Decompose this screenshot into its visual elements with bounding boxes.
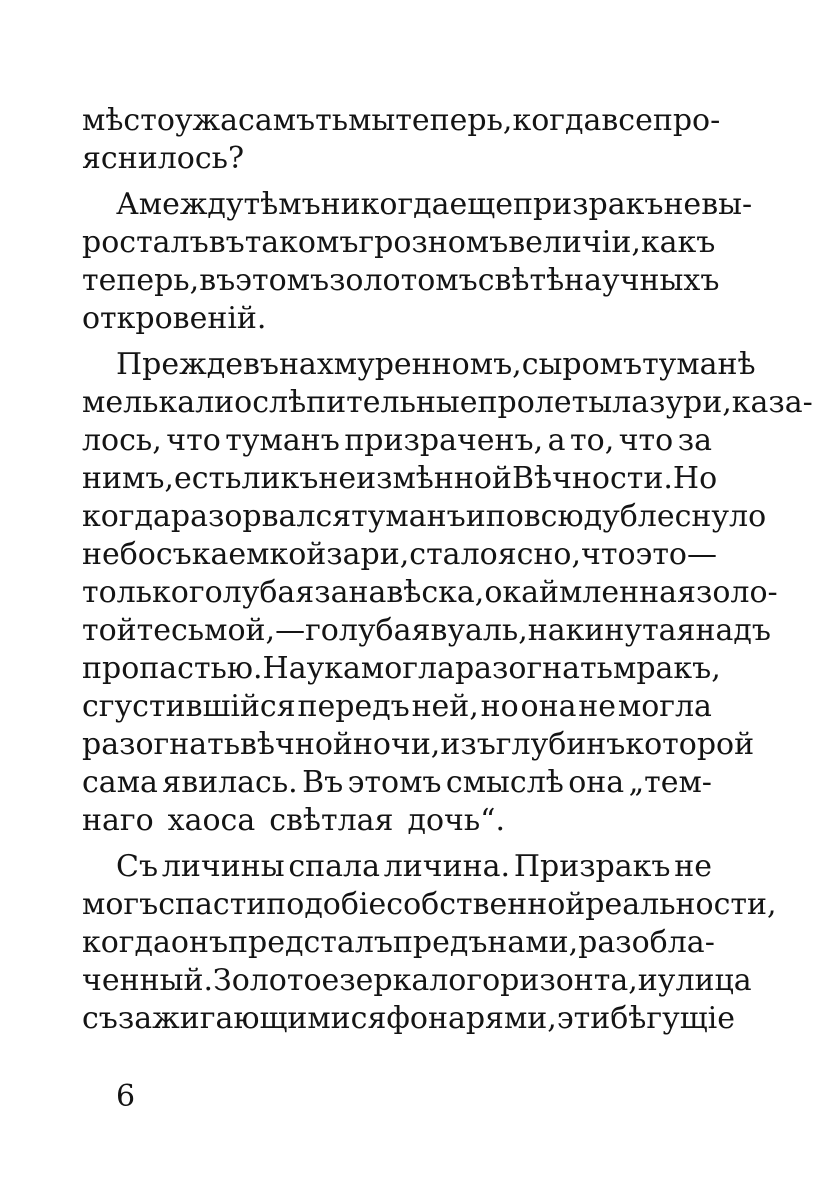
text-line [82,422,712,460]
word: съ [155,537,192,572]
word: неизмѣнной [318,461,512,496]
page-number: 6 [116,1079,136,1114]
word: не [578,689,617,724]
word: грозномъ [358,225,509,260]
word: Вѣчности. [511,461,673,496]
word: такомъ [244,225,359,260]
word: могла [360,651,455,686]
word: Но [672,461,718,496]
paragraph-gap [82,178,712,186]
word: накинутая [527,613,696,648]
word: что [581,537,636,572]
word: ликъ [241,461,319,496]
paragraph [82,186,753,338]
word: не [674,849,712,884]
word: онъ [170,925,229,960]
word: подобіе [266,887,387,922]
word: вуаль, [430,613,528,648]
word: нимъ, [82,461,174,496]
word: повсюду [485,499,620,534]
text-line [82,384,813,422]
word: то, [570,423,615,458]
word: зажигающимися [117,1001,387,1036]
text-line [82,102,721,140]
word: сама [82,765,158,800]
word: научныхъ [564,263,720,298]
word: когда [512,103,602,138]
word: въ [208,225,245,260]
word: она [520,689,577,724]
text-line [82,612,771,650]
word: передъ [297,689,410,724]
word: нами, [487,925,579,960]
word: когда [82,499,171,534]
word: лось, [82,423,162,458]
word: зеркало [339,963,467,998]
word: изъ [440,727,496,762]
text-line [82,726,755,764]
word: разогнать [454,651,613,686]
word: откровеній. [82,301,267,336]
word: разобла- [578,925,715,960]
text-line [82,764,712,802]
text-line [82,1000,735,1038]
word: той [82,613,137,648]
word: реальности, [585,887,777,922]
text-line [82,346,756,384]
word: мѣсто [82,103,175,138]
word: туманъ [225,423,340,458]
word: тьмы [315,103,396,138]
word: она [568,765,625,800]
word: и [465,499,486,534]
word: личина. [383,849,511,884]
text-line [82,262,720,300]
paragraph [82,848,777,1038]
word: разогнать [82,727,241,762]
word: надъ [695,613,771,648]
word: этомъ [235,263,330,298]
word: спасти [158,887,267,922]
word: могъ [82,887,159,922]
word: А [116,187,139,222]
text-line [82,300,712,338]
word: голубая [188,575,315,610]
word: могла [617,689,712,724]
word: это— [635,537,717,572]
word: золотомъ [329,263,478,298]
text-line [82,224,716,262]
word: зари, [326,537,410,572]
word: какъ [640,225,716,260]
word: нахмуренномъ, [278,347,522,382]
word: въ [199,263,236,298]
word: горизонта, [466,963,638,998]
word: тѣмъ [243,187,321,222]
word: разорвался [170,499,352,534]
word: спала [288,849,380,884]
word: сыромъ [521,347,643,382]
word: этомъ [347,765,442,800]
paragraph-gap [82,338,712,346]
text-line [82,460,718,498]
word: окаймленная [484,575,696,610]
paragraph [82,346,813,840]
word: Золотое [213,963,340,998]
word: тесьмой,—голубая [136,613,431,648]
word: Прежде [116,347,243,382]
word: за [677,423,712,458]
word: сгустившійся [82,689,296,724]
word: собственной [386,887,586,922]
word: про- [652,103,721,138]
word: росталъ [82,225,209,260]
word: свѣтѣ [477,263,565,298]
word: блеснуло [619,499,767,534]
word: съ [82,1001,118,1036]
text-line [82,886,777,924]
word: „тем- [628,765,712,800]
word: Наука [262,651,361,686]
page-text [82,102,813,1038]
word: когда [82,925,171,960]
word: наго [82,803,154,838]
word: улица [657,963,752,998]
paragraph-gap [82,840,712,848]
word: призракъ [512,187,664,222]
word: лазури, [612,385,732,420]
word: пролеты [477,385,613,420]
word: хаоса [167,803,256,838]
word: предсталъ [228,925,393,960]
word: ней, [411,689,479,724]
word: есть [173,461,242,496]
word: величіи, [508,225,641,260]
word: золо- [695,575,778,610]
word: ясно, [497,537,582,572]
text-line [82,802,712,840]
text-line [82,536,717,574]
word: пропастью. [82,651,263,686]
word: фонарями, [386,1001,557,1036]
word: ужасамъ [174,103,316,138]
word: каза- [731,385,813,420]
text-line [82,848,712,886]
word: эти [556,1001,611,1036]
text-line [82,962,752,1000]
word: что [618,423,674,458]
word: Призракъ [513,849,671,884]
word: стало [409,537,498,572]
paragraph [82,102,721,178]
word: мракъ, [612,651,721,686]
word: вѣчной [240,727,353,762]
text-line [82,574,778,612]
word: мелькали [82,385,235,420]
word: каемкой [191,537,327,572]
word: ослѣпительные [234,385,478,420]
word: что [166,423,221,458]
word: бѣгущіе [610,1001,735,1036]
text-line [82,650,721,688]
word: занавѣска, [314,575,485,610]
text-line [82,186,753,224]
word: ченный. [82,963,213,998]
word: дочь“. [407,803,506,838]
text-line [82,498,767,536]
word: смыслѣ [445,765,564,800]
word: личины [161,849,285,884]
word: не [663,187,702,222]
word: теперь, [82,263,200,298]
word: но [480,689,519,724]
word: никогда [320,187,450,222]
word: явилась. [162,765,298,800]
word: туманъ [351,499,466,534]
word: небо [82,537,156,572]
text-line [82,924,715,962]
word: еще [449,187,513,222]
word: только [82,575,189,610]
word: вы- [701,187,753,222]
text-line [82,688,712,726]
word: ночи, [352,727,441,762]
word: призраченъ, [344,423,544,458]
word: туманѣ [642,347,756,382]
text-line [82,140,712,178]
word: яснилось? [82,141,245,176]
word: предъ [392,925,488,960]
word: свѣтлая [269,803,394,838]
word: Въ [302,765,344,800]
word: между [138,187,244,222]
word: теперь, [395,103,513,138]
word: въ [242,347,279,382]
word: все [601,103,653,138]
word: глубинъ [495,727,626,762]
word: Съ [116,849,159,884]
word: а [547,423,566,458]
word: которой [625,727,755,762]
word: и [637,963,658,998]
